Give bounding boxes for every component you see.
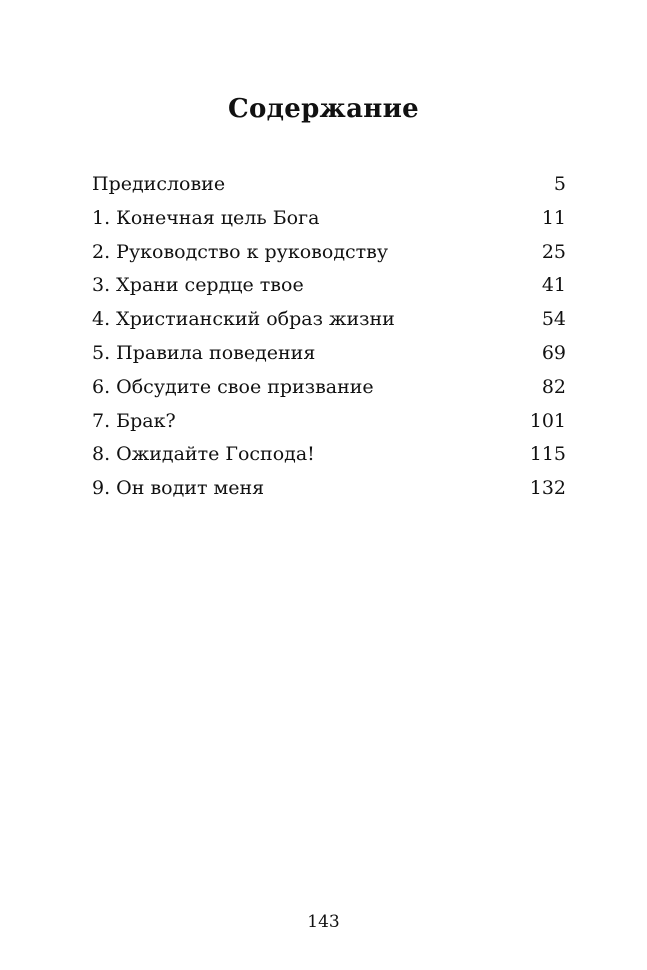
- toc-entry-page: 115: [529, 443, 566, 466]
- toc-entry-chapter-2: [92, 236, 566, 270]
- toc-entry-page: 54: [541, 308, 566, 331]
- page-title: Содержание: [227, 94, 420, 124]
- toc-entry-chapter-4: [92, 303, 566, 337]
- toc-entry-page: 41: [541, 274, 566, 297]
- toc-entry-page: 69: [541, 341, 566, 364]
- toc-entry-label: 5. Правила поведения: [92, 341, 316, 364]
- toc-entry-chapter-3: [92, 269, 566, 303]
- toc-entry-chapter-5: [92, 337, 566, 371]
- toc-entry-chapter-7: [92, 405, 566, 439]
- toc-entry-page: 11: [541, 206, 566, 229]
- toc-entry-chapter-9: [92, 472, 566, 506]
- toc-entry-label: 7. Брак?: [92, 409, 176, 432]
- toc-entry-label: 6. Обсудите свое призвание: [92, 375, 374, 398]
- toc-entry-chapter-6: [92, 371, 566, 405]
- toc-entry-preface: [92, 168, 566, 202]
- toc-entry-chapter-8: [92, 438, 566, 472]
- toc-entry-page: 101: [529, 409, 566, 432]
- table-of-contents: [92, 168, 566, 506]
- toc-entry-label: 9. Он водит меня: [92, 477, 265, 500]
- toc-entry-chapter-1: [92, 202, 566, 236]
- toc-entry-label: 4. Христианский образ жизни: [92, 308, 395, 331]
- toc-entry-label: 2. Руководство к руководству: [92, 240, 389, 263]
- toc-entry-page: 82: [541, 375, 566, 398]
- page-number: 143: [307, 912, 340, 932]
- toc-entry-label: 1. Конечная цель Бога: [92, 206, 320, 229]
- toc-entry-page: 5: [553, 173, 566, 195]
- toc-entry-label: 3. Храни сердце твое: [92, 274, 304, 297]
- toc-entry-label: 8. Ожидайте Господа!: [92, 443, 315, 466]
- toc-entry-page: 132: [529, 477, 566, 500]
- toc-entry-page: 25: [541, 240, 566, 263]
- toc-entry-label: Предисловие: [92, 173, 226, 195]
